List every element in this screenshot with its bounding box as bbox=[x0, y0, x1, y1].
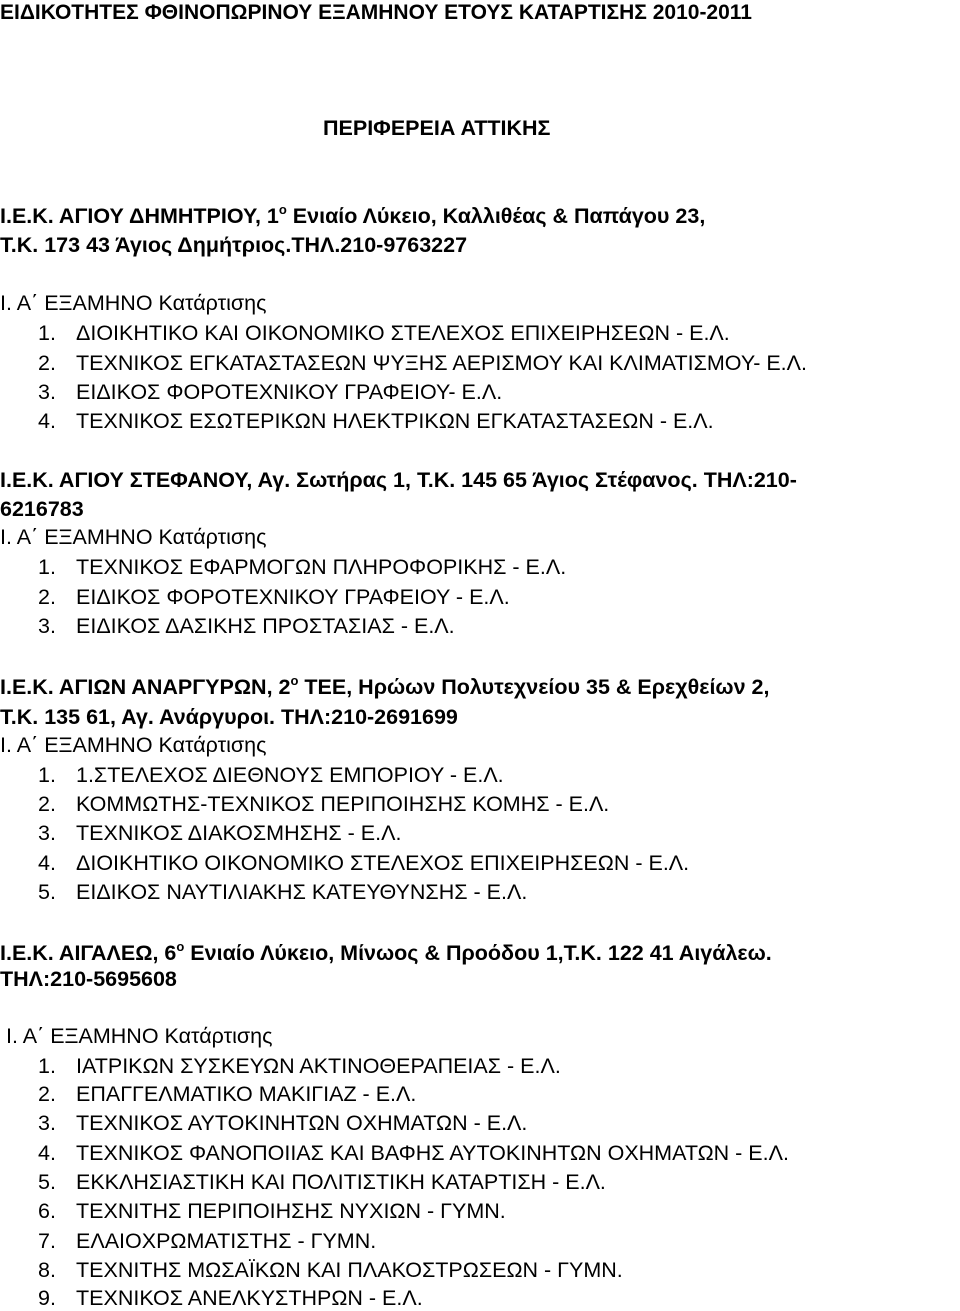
semester-heading: Ι. Α΄ ΕΞΑΜΗΝΟ Κατάρτισης bbox=[0, 291, 267, 315]
institute-3-header: Ι.Ε.Κ. ΑΓΙΩΝ ΑΝΑΡΓΥΡΩΝ, $2^o$ ΤΕΕ, Ηρώων Πολυτεχνείου 35 & Ερεχθείων 2, bbox=[0, 673, 770, 699]
list-item: 3. ΕΙΔΙΚΟΣ ΔΑΣΙΚΗΣ ΠΡΟΣΤΑΣΙΑΣ - Ε.Λ. bbox=[38, 614, 455, 638]
institute-1-header: Ι.Ε.Κ. ΑΓΙΟΥ ΔΗΜΗΤΡΙΟΥ, $1^o$ Ενιαίο Λύκειο, Καλλιθέας & Παπάγου 23, bbox=[0, 202, 706, 228]
institute-2-header: Ι.Ε.Κ. ΑΓΙΟΥ ΣΤΕΦΑΝΟΥ, Αγ. Σωτήρας 1, Τ.Κ. 145 65 Άγιος Στέφανος. ΤΗΛ:210- bbox=[0, 468, 797, 492]
list-item: 9. ΤΕΧΝΙΚΟΣ ΑΝΕΛΚΥΣΤΗΡΩΝ - Ε.Λ. bbox=[38, 1286, 423, 1310]
list-item: 6. ΤΕΧΝΙΤΗΣ ΠΕΡΙΠΟΙΗΣΗΣ ΝΥΧΙΩΝ - ΓΥΜΝ. bbox=[38, 1199, 506, 1223]
institute-4-header: Ι.Ε.Κ. ΑΙΓΑΛΕΩ, $6^o$ Ενιαίο Λύκειο, Μίνωος & Προόδου 1,Τ.Κ. 122 41 Αιγάλεω. bbox=[0, 939, 772, 965]
institute-1-address: Τ.Κ. 173 43 Άγιος Δημήτριος.ΤΗΛ.210-9763227 bbox=[0, 233, 468, 257]
semester-heading: Ι. Α΄ ΕΞΑΜΗΝΟ Κατάρτισης bbox=[6, 1024, 273, 1048]
semester-heading: Ι. Α΄ ΕΞΑΜΗΝΟ Κατάρτισης bbox=[0, 525, 267, 549]
list-item: 2. ΕΙΔΙΚΟΣ ΦΟΡΟΤΕΧΝΙΚΟΥ ΓΡΑΦΕΙΟΥ - Ε.Λ. bbox=[38, 585, 510, 609]
institute-3-address: Τ.Κ. 135 61, Αγ. Ανάργυροι. ΤΗΛ:210-2691699 bbox=[0, 705, 458, 729]
list-item: 1. 1.ΣΤΕΛΕΧΟΣ ΔΙΕΘΝΟΥΣ ΕΜΠΟΡΙΟΥ - Ε.Λ. bbox=[38, 763, 504, 787]
list-item: 2. ΤΕΧΝΙΚΟΣ ΕΓΚΑΤΑΣΤΑΣΕΩΝ ΨΥΞΗΣ ΑΕΡΙΣΜΟΥ ΚΑΙ ΚΛΙΜΑΤΙΣΜΟΥ- Ε.Λ. bbox=[38, 351, 807, 375]
list-item: 3. ΤΕΧΝΙΚΟΣ ΑΥΤΟΚΙΝΗΤΩΝ ΟΧΗΜΑΤΩΝ - Ε.Λ. bbox=[38, 1111, 528, 1135]
list-item: 1. ΤΕΧΝΙΚΟΣ ΕΦΑΡΜΟΓΩΝ ΠΛΗΡΟΦΟΡΙΚΗΣ - Ε.Λ. bbox=[38, 555, 567, 579]
list-item: 5. ΕΚΚΛΗΣΙΑΣΤΙΚΗ ΚΑΙ ΠΟΛΙΤΙΣΤΙΚΗ ΚΑΤΑΡΤΙΣΗ - Ε.Λ. bbox=[38, 1170, 606, 1194]
list-item: 4. ΤΕΧΝΙΚΟΣ ΦΑΝΟΠΟΙΙΑΣ ΚΑΙ ΒΑΦΗΣ ΑΥΤΟΚΙΝΗΤΩΝ ΟΧΗΜΑΤΩΝ - Ε.Λ. bbox=[38, 1141, 789, 1165]
semester-heading: Ι. Α΄ ΕΞΑΜΗΝΟ Κατάρτισης bbox=[0, 733, 267, 757]
list-item: 3. ΤΕΧΝΙΚΟΣ ΔΙΑΚΟΣΜΗΣΗΣ - Ε.Λ. bbox=[38, 821, 402, 845]
list-item: 1. ΔΙΟΙΚΗΤΙΚΟ ΚΑΙ ΟΙΚΟΝΟΜΙΚΟ ΣΤΕΛΕΧΟΣ ΕΠΙΧΕΙΡΗΣΕΩΝ - Ε.Λ. bbox=[38, 321, 730, 345]
list-item: 4. ΔΙΟΙΚΗΤΙΚΟ ΟΙΚΟΝΟΜΙΚΟ ΣΤΕΛΕΧΟΣ ΕΠΙΧΕΙΡΗΣΕΩΝ - Ε.Λ. bbox=[38, 851, 690, 875]
list-item: 2. ΕΠΑΓΓΕΛΜΑΤΙΚΟ ΜΑΚΙΓΙΑΖ - Ε.Λ. bbox=[38, 1082, 417, 1106]
institute-4-phone: ΤΗΛ:210-5695608 bbox=[0, 967, 177, 991]
region-heading: ΠΕΡΙΦΕΡΕΙΑ ΑΤΤΙΚΗΣ bbox=[323, 116, 551, 140]
list-item: 2. ΚΟΜΜΩΤΗΣ-ΤΕΧΝΙΚΟΣ ΠΕΡΙΠΟΙΗΣΗΣ ΚΟΜΗΣ - Ε.Λ. bbox=[38, 792, 610, 816]
list-item: 8. ΤΕΧΝΙΤΗΣ ΜΩΣΑΪΚΩΝ ΚΑΙ ΠΛΑΚΟΣΤΡΩΣΕΩΝ - ΓΥΜΝ. bbox=[38, 1258, 623, 1282]
list-item: 4. ΤΕΧΝΙΚΟΣ ΕΣΩΤΕΡΙΚΩΝ ΗΛΕΚΤΡΙΚΩΝ ΕΓΚΑΤΑΣΤΑΣΕΩΝ - Ε.Λ. bbox=[38, 409, 714, 433]
institute-2-phone: 6216783 bbox=[0, 497, 84, 521]
list-item: 3. ΕΙΔΙΚΟΣ ΦΟΡΟΤΕΧΝΙΚΟΥ ΓΡΑΦΕΙΟΥ- Ε.Λ. bbox=[38, 380, 503, 404]
list-item: 7. ΕΛΑΙΟΧΡΩΜΑΤΙΣΤΗΣ - ΓΥΜΝ. bbox=[38, 1229, 377, 1253]
list-item: 5. ΕΙΔΙΚΟΣ ΝΑΥΤΙΛΙΑΚΗΣ ΚΑΤΕΥΘΥΝΣΗΣ - Ε.Λ. bbox=[38, 880, 528, 904]
document-title: ΕΙΔΙΚΟΤΗΤΕΣ ΦΘΙΝΟΠΩΡΙΝΟΥ ΕΞΑΜΗΝΟΥ ΕΤΟΥΣ ΚΑΤΑΡΤΙΣΗΣ 2010-2011 bbox=[0, 1, 752, 24]
list-item: 1. ΙΑΤΡΙΚΩΝ ΣΥΣΚΕΥΩΝ ΑΚΤΙΝΟΘΕΡΑΠΕΙΑΣ - Ε.Λ. bbox=[38, 1054, 561, 1078]
